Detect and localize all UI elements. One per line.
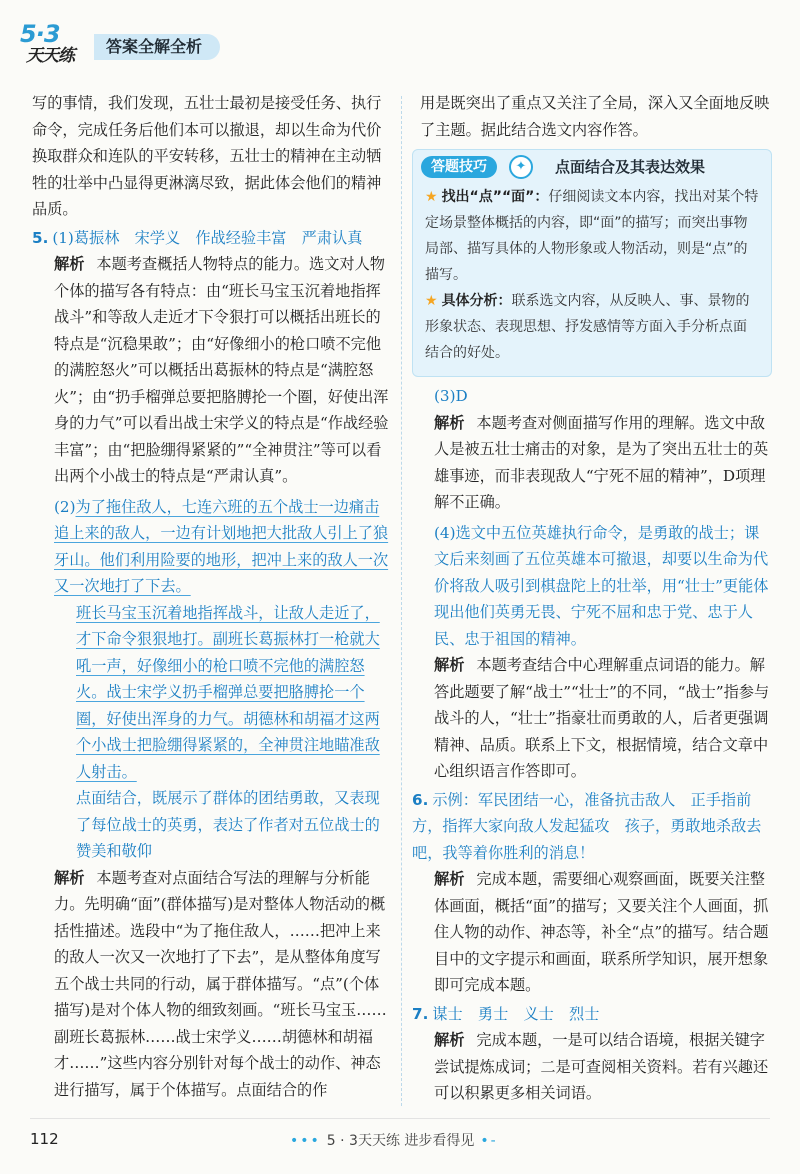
q5-3-analysis-text: 本题考查对侧面描写作用的理解。选文中敌人是被五壮士痛击的对象，是为了突出五壮士的英雄事迹，而非表现敌人“宁死不屈的精神”，D项理解不正确。: [434, 413, 769, 511]
q5-1-analysis-text: 本题考查概括人物特点的能力。选文对人物个体的描写各有特点：由“班长马宝玉沉着地指挥战斗”和等敌人走近才下令狠打可以概括出班长的特点是“沉稳果敢”；由“好像细小的枪口喷不完他的满腔怒火”可以概括出葛振林的特点是“满腔怒火”；由“扔手榴弹总要把胳膊抡一个圈，好使出浑身的力气”可以看出战士宋学义的特点是“作战经验丰富”；由“把脸绷得紧紧的”“全神贯注”等可以看出两个小战士的特点是“严肃认真”。: [54, 255, 389, 485]
footer-slogan-text: 5 · 3天天练 进步看得见: [326, 1133, 475, 1149]
analysis-label: 解析: [54, 255, 85, 273]
tip-2-keyword: 具体分析：: [441, 293, 512, 309]
q5-1-answer: [32, 225, 390, 252]
q5-1-answer-text: (1)葛振林 宋学义 作战经验丰富 严肃认真: [52, 228, 363, 247]
intro-paragraph: 写的事情，我们发现，五壮士最初是接受任务、执行命令，完成任务后他们本可以撤退，却以生命为代价换取群众和连队的平安转移，五壮士的精神在主动牺牲的壮举中凸显得更淋漓尽致，据此体会他们的精神品质。: [32, 94, 382, 218]
page-header: [14, 20, 334, 70]
tip-item-1: [425, 184, 759, 288]
q7-answer-text: 谋士 勇士 义士 烈士: [432, 1004, 600, 1023]
footer-dots-right: •-: [480, 1133, 498, 1149]
page-number: 112: [30, 1130, 59, 1148]
analysis-label: 解析: [54, 868, 85, 887]
logo-line1: 5·3: [20, 20, 60, 48]
q5-2-answer-b: [32, 600, 390, 786]
q5-3-analysis: [412, 410, 772, 516]
q5-4-analysis: [412, 652, 772, 785]
q7-analysis-text: 完成本题，一是可以结合语境，根据关键字尝试提炼成词；二是可查阅相关资料。若有兴趣还可以积累更多相关词语。: [434, 1031, 769, 1102]
q5-2-label: (2): [54, 497, 76, 516]
brand-logo: [20, 20, 96, 66]
star-icon: ★: [425, 293, 438, 309]
tip-2-text: 联系选文内容，从反映人、事、景物的形象状态、表现思想、抒发感情等方面入手分析点面结合的好处。: [425, 293, 750, 361]
tip-box-header: [425, 152, 759, 184]
q5-4-answer: (4)选文中五位英雄执行命令，是勇敢的战士；课文后来刻画了五位英雄本可撤退，却要以生命为代价将敌人吸引到棋盘陀上的壮举，用“壮士”更能体现出他们英勇无畏、宁死不屈和忠于党、忠于人民、忠于祖国的精神。: [434, 523, 769, 648]
q5-2-analysis-text: 本题考查对点面结合写法的理解与分析能力。先明确“面”(群体描写)是对整体人物活动的概括性描述。选段中“为了拖住敌人，……把冲上来的敌人一次又一次地打了下去”，是从整体角度写五个战士共同的行动，属于群体描写。“点”(个体描写)是对个体人物的细致刻画。“班长马宝玉……副班长葛振林……战士宋学义……胡德林和胡福才……”这些内容分别针对每个战士的动作、神态进行描写，属于个体描写。点面结合的作: [54, 868, 387, 1099]
q5-number: 5.: [32, 228, 49, 247]
analysis-label: 解析: [434, 1031, 465, 1049]
tip-tag: 答题技巧: [421, 156, 497, 178]
q6-answer: [412, 787, 772, 867]
q5-2-answer-a: [32, 494, 390, 600]
q7-number: 7.: [412, 1004, 429, 1023]
q5-2-answer-a-text: 为了拖住敌人，七连六班的五个战士一边痛击追上来的敌人，一边有计划地把大批敌人引上了狼牙山。他们利用险要的地形，把冲上来的敌人一次又一次地打了下去。: [54, 497, 389, 595]
section-title: 答案全解全析: [94, 34, 220, 60]
q6-number: 6.: [412, 790, 429, 809]
q6-analysis: [412, 866, 772, 999]
q6-answer-text: 示例：军民团结一心，准备抗击敌人 正手指前方，指挥大家向敌人发起猛攻 孩子，勇敢地杀敌去吧，我等着你胜利的消息！: [412, 790, 762, 862]
q5-2-answer-b-text: 班长马宝玉沉着地指挥战斗，让敌人走近了，才下命令狠狠地打。副班长葛振林打一枪就大吼一声，好像细小的枪口喷不完他的满腔怒火。战士宋学义扔手榴弹总要把胳膊抡一个圈，好使出浑身的力气。胡德林和胡福才这两个小战士把脸绷得紧紧的，全神贯注地瞄准敌人射击。: [76, 603, 380, 781]
tip-1-keyword: 找出“点”“面”：: [441, 189, 549, 205]
lightbulb-icon: ✦: [509, 155, 533, 179]
q5-2-analysis: [32, 865, 390, 1104]
footer-rule: [30, 1118, 770, 1119]
analysis-continuation: 用是既突出了重点又关注了全局，深入又全面地反映了主题。据此结合选文内容作答。: [420, 94, 770, 139]
column-divider: [401, 96, 402, 1106]
q5-1-analysis: [32, 251, 390, 490]
q6-analysis-text: 完成本题，需要细心观察画面，既要关注整体画面，概括“面”的描写；又要关注个人画面，抓住人物的动作、神态等，补全“点”的描写。结合题目中的文字提示和画面，联系所学知识，展开想象即可完成本题。: [434, 870, 769, 994]
q5-2-answer-c: 点面结合，既展示了群体的团结勇敢，又表现了每位战士的英勇，表达了作者对五位战士的赞美和敬仰: [76, 789, 380, 860]
tip-box: [412, 149, 772, 377]
q5-4-analysis-text: 本题考查结合中心理解重点词语的能力。解答此题要了解“战士”“壮士”的不同，“战士”指参与战斗的人，“壮士”指豪壮而勇敢的人，后者更强调精神、品质。联系上下文，根据情境，结合文章中心组织语言作答即可。: [434, 656, 770, 780]
analysis-label: 解析: [434, 656, 465, 674]
q7-analysis: [412, 1027, 772, 1107]
tip-1-text: 仔细阅读文本内容，找出对某个特定场景整体概括的内容，即“面”的描写；而突出事物局部、描写具体的人物形象或人物活动，则是“点”的描写。: [425, 189, 759, 283]
q5-3-answer: (3)D: [434, 387, 468, 405]
q7-answer: [412, 1001, 772, 1028]
footer-slogan: [290, 1130, 504, 1150]
right-column: [412, 90, 772, 1107]
analysis-label: 解析: [434, 413, 465, 432]
analysis-label: 解析: [434, 870, 465, 888]
star-icon: ★: [425, 189, 438, 205]
tip-title: 点面结合及其表达效果: [555, 158, 706, 176]
tip-item-2: [425, 288, 759, 366]
left-column: [32, 90, 390, 1103]
footer-dots-left: •••: [290, 1133, 321, 1149]
logo-line2: 天天练: [26, 46, 74, 66]
tip-body: [425, 184, 759, 366]
